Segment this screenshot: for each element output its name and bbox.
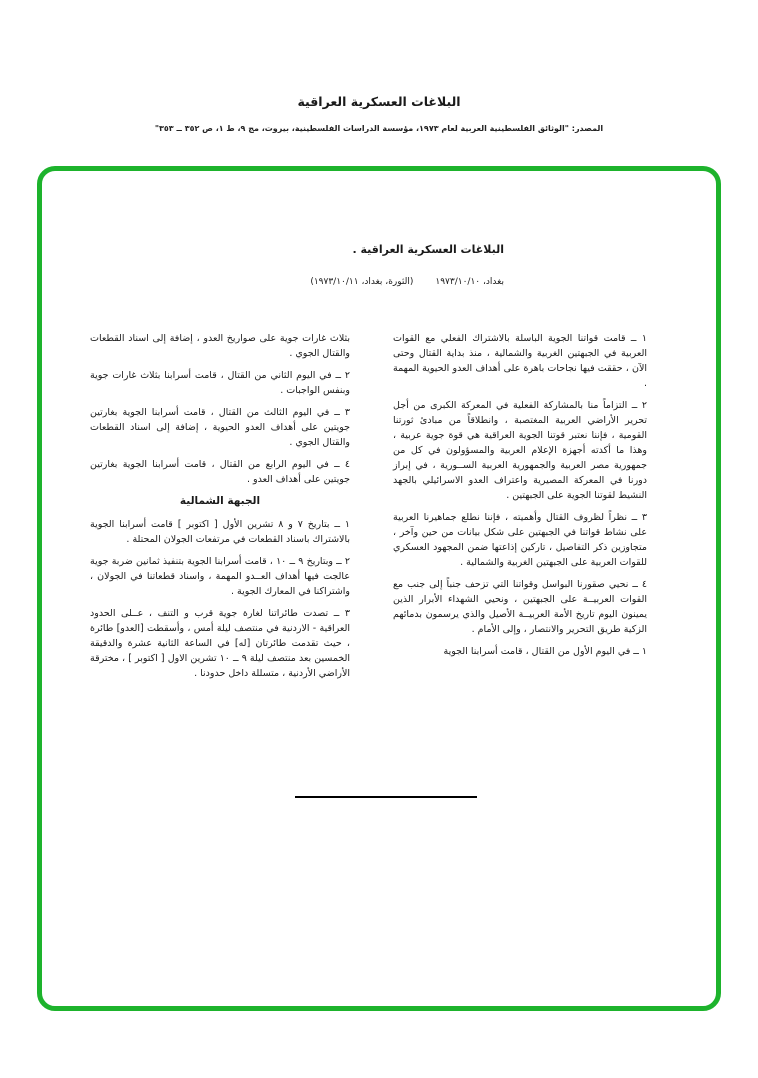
paragraph: ٢ ــ وبتاريخ ٩ ــ ١٠ ، قامت أسرابنا الجوية بتنفيذ ثمانين ضربة جوية عالجت فيها أهداف العــدو المهمة ، واسناد قطعاتنا في الجولان ، واشتراكنا في المعارك الجوية . [90,556,351,597]
paragraph: ٢ ــ في اليوم الثاني من القتال ، قامت أسرابنا بثلاث غارات جوية وبنفس الواجبات . [90,370,350,396]
paragraph: ٣ ــ نظراً لظروف القتال وأهميته ، فإننا نطلع جماهيرنا العربية على نشاط قواتنا في الجبهتين على شكل بيانات من حين وآخر ، متجاوزين ذكر التفاصيل ، تاركين إذاعتها ضمن المجهود العسكري للقوات العربية على الجبهتين الغربية والشمالية . [393,512,647,568]
paragraph: ٤ ــ في اليوم الرابع من القتال ، قامت أسرابنا الجوية بغارتين جويتين على أهداف العدو . [90,459,350,485]
section-heading-northern-front: الجبهة الشمالية [179,495,261,507]
paragraph: ٣ ــ تصدت طائراتنا لغارة جوية قرب و التنف ، عــلى الحدود العراقية - الاردنية في منتصف ليلة أمس ، وأسقطت [العدو] طائرة ، حيث تقدمت طائرتان [له] في الساعة الثانية عشرة والدقيقة الخمسين بعد منتصف ليلة ٩ ــ ١٠ تشرين الاول [ اكتوبر ] ، مخترقة الأراضي الأردنية ، متسللة داخل حدودنا . [90,608,351,679]
source-citation: المصدر: "الوثائق الفلسطينية العربية لعام ١٩٧٣، مؤسسة الدراسات الفلسطينية، بيروت، مج ٩، ط ١، ص ٣٥٢ ــ ٣٥٣" [154,124,604,133]
paragraph: ٤ ــ نحيي صقورنا البواسل وقواتنا التي تزحف جنباً إلى جنب مع القوات العربيــة على الجبهتين ، ونحيي الشهداء الأبرار الذين يمينون اليوم تاريخ الأمة العربيــة الأصيل والذي يرسمون بدمائهم الزكية طريق التحرير والانتصار ، وإلى الأمام . [393,579,647,635]
column-right [393,331,647,659]
document-dateline [310,277,504,287]
column-left [90,331,350,681]
document-title: البلاغات العسكرية العراقية . [352,243,504,256]
page-title: البلاغات العسكرية العراقية [297,94,461,109]
divider-line [295,796,477,798]
document-frame [37,166,721,1011]
paragraph: ٣ ــ في اليوم الثالث من القتال ، قامت أسرابنا الجوية بغارتين جويتين على أهداف العدو الحيوية ، إضافة إلى اسناد القطعات والقتال الجوي . [90,407,350,448]
dateline-place-date: بغداد، ١٩٧٣/١٠/١٠ [435,277,504,287]
paragraph: ١ ــ في اليوم الأول من القتال ، قامت أسرابنا الجوية [443,646,647,657]
paragraph: ١ ــ بتاريخ ٧ و ٨ تشرين الأول [ اكتوبر ] قامت أسرابنا الجوية بالاشتراك باسناد القطعات في مرتفعات الجولان المحتلة . [90,519,350,545]
paragraph: بثلاث غارات جوية على صواريخ العدو ، إضافة إلى اسناد القطعات والقتال الجوي . [90,333,350,359]
paragraph: ٢ ــ التزاماً منا بالمشاركة الفعلية في المعركة الكبرى من أجل تحرير الأراضي العربية المغتصبة ، وانطلاقاً من مبادئ ثورتنا القومية ، فإننا نعتبر قوتنا الجوية العراقية هي قوة جوية عربية ، وهذا ما أكدته أجهزة الإعلام العربية والمسؤولون في كل من جمهورية مصر العربية والجمهورية العربية الســورية ، في إبراز دورنا في المعركة المصيرية واعتراف العدو الاسرائيلي بالجهد النشيط لقوتنا الجوية على الجبهتين . [393,400,647,501]
paragraph: ١ ــ قامت قواتنا الجوية الباسلة بالاشتراك الفعلي مع القوات العربية في الجبهتين الغربية والشمالية ، منذ بداية القتال وحتى الآن ، حققت فيها نجاحات باهرة على أهداف العدو الحيوية المهمة . [393,333,647,389]
dateline-source-ref: (الثورة، بغداد، ١٩٧٣/١٠/١١) [310,277,414,287]
